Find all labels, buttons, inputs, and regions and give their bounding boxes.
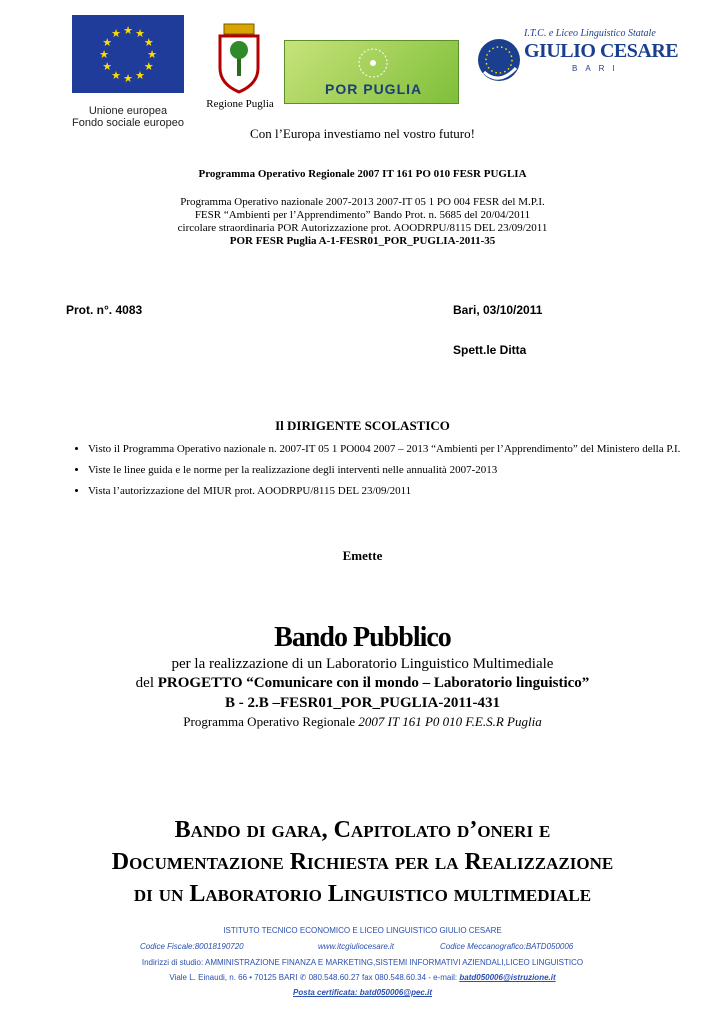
puglia-caption: Regione Puglia [206,98,274,110]
eu-star-icon: ★ [147,49,157,61]
bando-code: B - 2.B –FESR01_POR_PUGLIA-2011-431 [224,695,500,711]
eu-star-icon: ★ [135,69,145,82]
footer-codice-meccanografico: Codice Meccanografico:BATD050006 [440,942,574,951]
school-city: BARI [572,64,623,73]
eu-star-icon: ★ [102,37,113,49]
eu-flag-icon [72,15,184,93]
dandelion-icon [285,41,460,81]
heading-line: di un Laboratorio Linguistico multimediale [133,881,592,907]
programma-line: Programma Operativo nazionale 2007-2013 2007-IT 05 1 PO 004 FESR del M.P.I. [180,196,545,208]
protocol-number: Prot. n°. 4083 [66,303,143,317]
puglia-crest-icon [200,22,280,94]
programma-regionale: Programma Operativo Regionale 2007 IT 161 PO 010 FESR PUGLIA [198,168,527,180]
heading-line: Bando di gara, Capitolato d’oneri e [174,817,551,843]
footer-email-link[interactable]: batd050006@istruzione.it [459,973,556,982]
footer-institute: ISTITUTO TECNICO ECONOMICO E LICEO LINGUISTICO GIULIO CESARE [223,926,502,935]
programma-line: FESR “Ambienti per l’Apprendimento” Bando Prot. n. 5685 del 20/04/2011 [194,209,531,221]
eu-star-icon: ★ [123,25,133,37]
por-code: POR FESR Puglia A-1-FESR01_POR_PUGLIA-2011-35 [229,235,496,247]
eu-star-icon: ★ [143,61,154,73]
list-item: • Viste le linee guida e le norme per la realizzazione degli interventi nelle annualità 2007-2013 [88,463,688,477]
motto: Con l’Europa investiamo nel vostro futuro! [250,126,475,141]
footer-codice-fiscale: Codice Fiscale:80018190720 [140,942,244,951]
dirigente-heading: Il DIRIGENTE SCOLASTICO [275,418,450,433]
eu-logo [72,15,184,129]
school-subtitle: I.T.C. e Liceo Linguistico Statale [524,28,656,39]
school-logo [476,26,679,96]
bando-line-4-italic: 2007 IT 161 P0 010 F.E.S.R Puglia [358,714,542,729]
footer-website[interactable]: www.itcgiuliocesare.it [318,942,395,951]
regione-puglia-logo [200,22,280,114]
footer-address [0,973,725,982]
school-name: GIULIO CESARE [524,40,679,62]
eu-caption-2: Fondo sociale europeo [72,117,184,129]
bando-line-2 [0,675,725,692]
footer-indirizzi: Indirizzi di studio: AMMINISTRAZIONE FINANZA E MARKETING,SISTEMI INFORMATIVI AZIENDALI,LICEO LINGUISTICO [141,958,584,967]
por-puglia-logo [284,40,459,104]
list-item: • Vista l’autorizzazione del MIUR prot. AOODRPU/8115 DEL 23/09/2011 [88,484,688,498]
eu-star-icon: ★ [111,28,121,41]
eu-star-icon: ★ [111,69,121,82]
place-date: Bari, 03/10/2011 [453,303,543,317]
eu-caption-1: Unione europea [88,105,168,117]
eu-star-icon: ★ [143,37,154,49]
footer-address-text: Viale L. Einaudi, n. 66 • 70125 BARI ✆ 080.548.60.27 fax 080.548.60.34 - e-mail: [169,973,460,982]
programma-block [0,196,725,248]
programma-line: circolare straordinaria POR Autorizzazione prot. AOODRPU/8115 DEL 23/09/2011 [177,222,548,234]
bando-line-4 [0,714,725,730]
bando-line-4-prefix: Programma Operativo Regionale [183,714,359,729]
emette: Emette [342,548,383,563]
progetto-name: PROGETTO “Comunicare con il mondo – Laboratorio linguistico” [157,675,590,691]
heading-line: Documentazione Richiesta per la Realizzazione [111,849,614,875]
school-emblem-icon [476,26,522,96]
eu-star-icon: ★ [99,49,109,61]
bando-line-2-prefix: del [135,675,158,691]
recipient: Spett.le Ditta [453,343,527,357]
bando-title: Bando Pubblico [274,622,451,653]
por-text: POR PUGLIA [325,81,423,97]
main-heading [0,814,725,910]
eu-star-icon: ★ [102,61,113,73]
eu-star-icon: ★ [135,28,145,41]
bando-line-1: per la realizzazione di un Laboratorio Linguistico Multimediale [171,656,554,672]
footer-pec-link[interactable]: Posta certificata: batd050006@pec.it [293,988,432,997]
eu-star-icon: ★ [123,73,133,85]
visto-list [66,442,688,505]
list-item: • Visto il Programma Operativo nazionale n. 2007-IT 05 1 PO004 2007 – 2013 “Ambienti per l’Apprendimento” del Ministero della P.I. [88,442,688,456]
